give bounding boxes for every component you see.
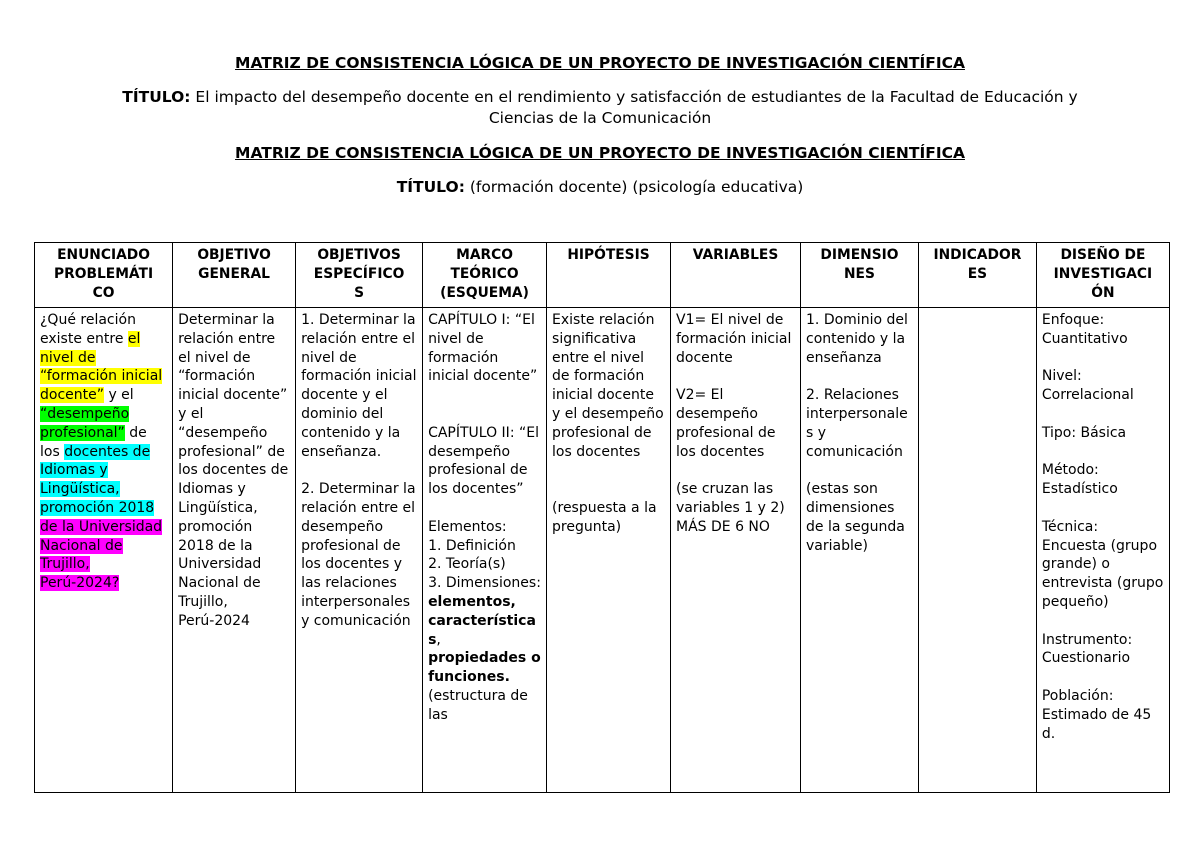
marco-elemento-1: 1. Definición — [428, 537, 516, 554]
cell-enunciado — [35, 308, 173, 793]
variables-note-2: MÁS DE 6 NO — [676, 518, 770, 535]
header-objetivos-especificos-l1: OBJETIVOS — [317, 247, 401, 263]
diseno-nivel: Nivel: Correlacional — [1041, 368, 1134, 404]
header-objetivo-general-l1: OBJETIVO — [197, 247, 271, 263]
dimension-2: 2. Relaciones interpersonales y comunicación — [806, 387, 908, 460]
variables-note: (se cruzan las variables 1 y 2) — [676, 481, 785, 516]
spacer — [1042, 668, 1164, 687]
marco-elemento-3-comma: , — [436, 631, 441, 648]
titulo-text-2: (formación docente) (psicología educativa) — [464, 178, 804, 196]
enunciado-part-3: de los — [40, 424, 147, 460]
hipotesis-text: Existe relación significativa entre el nivel de formación inicial docente y el desempeño profesional de los docentes — [552, 312, 664, 460]
enunciado-highlight-universidad: de la Universidad Nacional de Trujillo, Perú-2024? — [40, 518, 163, 592]
marco-elemento-3-bold-2: propiedades o funciones. — [428, 650, 541, 686]
header-hipotesis — [547, 243, 671, 308]
header-enunciado — [35, 243, 173, 308]
diseno-enfoque: Enfoque: Cuantitativo — [1041, 312, 1128, 347]
project-title-1 — [0, 87, 1200, 129]
header-marco-teorico — [423, 243, 547, 308]
marco-capitulo-2: CAPÍTULO II: “El desempeño profesional de los docentes” — [428, 424, 539, 498]
matrix-title-1 — [0, 53, 1200, 74]
matrix-title-1-text: MATRIZ DE CONSISTENCIA LÓGICA DE UN PROYECTO DE INVESTIGACIÓN CIENTÍFICA — [235, 54, 965, 72]
header-diseno-l3: ÓN — [1091, 284, 1115, 301]
header-enunciado-l1: ENUNCIADO — [57, 247, 150, 263]
cell-marco-teorico — [423, 308, 547, 793]
spacer — [301, 461, 417, 480]
spacer — [428, 386, 541, 405]
matrix-title-2-text: MATRIZ DE CONSISTENCIA LÓGICA DE UN PROYECTO DE INVESTIGACIÓN CIENTÍFICA — [235, 144, 965, 162]
spacer — [552, 461, 665, 480]
header-objetivos-especificos-l2: ESPECÍFICO — [313, 265, 405, 282]
project-title-2 — [0, 177, 1200, 198]
header-objetivos-especificos — [296, 243, 423, 308]
enunciado-highlight-desempeno: “desempeño profesional” — [40, 405, 130, 441]
objetivo-especifico-1: 1. Determinar la relación entre el nivel de formación inicial docente y el dominio del contenido y la enseñanza. — [301, 312, 417, 460]
cell-objetivo-general — [173, 308, 296, 793]
header-indicadores — [918, 243, 1036, 308]
matrix-title-2 — [0, 143, 1200, 164]
variable-1: V1= El nivel de formación inicial docente — [676, 312, 792, 366]
cell-dimensiones — [801, 308, 919, 793]
header-enunciado-l3: CO — [92, 284, 115, 301]
header-dimensiones-l1: DIMENSIO — [820, 247, 899, 263]
header-dimensiones-l2: NES — [844, 265, 875, 282]
cell-variables — [671, 308, 801, 793]
spacer — [676, 461, 795, 480]
marco-elemento-3-tail: (estructura de las — [428, 687, 528, 723]
consistency-matrix-table — [34, 242, 1170, 793]
diseno-instrumento: Instrumento: Cuestionario — [1041, 631, 1133, 667]
titulo-text-1a: El impacto del desempeño docente en el rendimiento y satisfacción de estudiantes de la Facultad de Educación y — [190, 88, 1078, 106]
enunciado-part-1: ¿Qué relación existe entre — [40, 312, 136, 347]
diseno-tipo: Tipo: Básica — [1041, 424, 1127, 441]
header-variables-l1: VARIABLES — [692, 247, 779, 263]
titulo-label-2: TÍTULO: — [396, 178, 465, 196]
diseno-tecnica: Técnica: Encuesta (grupo grande) o entrevista (grupo pequeño) — [1041, 518, 1164, 610]
spacer — [1042, 349, 1164, 368]
header-objetivos-especificos-l3: S — [354, 284, 365, 301]
header-indicadores-l2: ES — [967, 265, 988, 282]
header-objetivo-general-l2: GENERAL — [198, 265, 270, 282]
header-marco-teorico-l1: MARCO — [456, 247, 513, 263]
header-dimensiones — [801, 243, 919, 308]
header-enunciado-l2: PROBLEMÁTI — [54, 265, 154, 282]
marco-capitulo-1: CAPÍTULO I: “El nivel de formación inicial docente” — [428, 312, 538, 385]
spacer — [806, 367, 913, 386]
header-diseno-l1: DISEÑO DE — [1060, 247, 1146, 263]
spacer — [428, 499, 541, 518]
header-hipotesis-l1: HIPÓTESIS — [567, 247, 650, 263]
header-diseno — [1036, 243, 1169, 308]
enunciado-part-2: y el — [104, 387, 134, 404]
enunciado-highlight-docentes: docentes de Idiomas y Lingüística, promoción 2018 — [40, 443, 155, 516]
cell-hipotesis — [547, 308, 671, 793]
spacer — [1042, 405, 1164, 424]
diseno-metodo: Método: Estadístico — [1041, 462, 1118, 498]
cell-objetivos-especificos — [296, 308, 423, 793]
dimension-1: 1. Dominio del contenido y la enseñanza — [806, 312, 908, 366]
header-marco-teorico-l3: (ESQUEMA) — [440, 284, 529, 301]
spacer — [552, 480, 665, 499]
objetivo-especifico-2: 2. Determinar la relación entre el desempeño profesional de los docentes y las relaciones interpersonales y comunicación — [301, 481, 416, 629]
spacer — [676, 367, 795, 386]
spacer — [428, 405, 541, 424]
spacer — [1042, 443, 1164, 462]
hipotesis-note: (respuesta a la pregunta) — [552, 499, 657, 535]
marco-elemento-2: 2. Teoría(s) — [428, 556, 506, 573]
header-row — [35, 243, 1170, 308]
header-indicadores-l1: INDICADOR — [933, 247, 1022, 263]
spacer — [1042, 612, 1164, 631]
diseno-poblacion: Población: Estimado de 45 d. — [1041, 687, 1152, 742]
header-marco-teorico-l2: TEÓRICO — [450, 265, 519, 282]
header-variables — [671, 243, 801, 308]
titulo-text-1b: Ciencias de la Comunicación — [488, 109, 712, 127]
cell-diseno — [1036, 308, 1169, 793]
dimensiones-note: (estas son dimensiones de la segunda variable) — [806, 481, 905, 554]
header-objetivo-general — [173, 243, 296, 308]
titulo-label-1: TÍTULO: — [122, 88, 191, 106]
marco-elemento-3-bold-1: elementos, características — [428, 593, 536, 648]
content-row — [35, 308, 1170, 793]
variable-2: V2= El desempeño profesional de los docentes — [676, 387, 776, 460]
spacer — [806, 461, 913, 480]
marco-elementos-label: Elementos: — [428, 518, 507, 535]
marco-elemento-3: 3. Dimensiones: — [428, 575, 541, 592]
spacer — [1042, 499, 1164, 518]
objetivo-general-text: Determinar la relación entre el nivel de “formación inicial docente” y el “desempeño profesional” de los docentes de Idiomas y Lingüística, promoción 2018 de la Universidad Nacional de Trujillo, Perú-2024 — [178, 312, 289, 629]
enunciado-highlight-formacion: el nivel de “formación inicial docente” — [40, 330, 163, 404]
cell-indicadores — [918, 308, 1036, 793]
header-diseno-l2: INVESTIGACI — [1053, 265, 1153, 282]
